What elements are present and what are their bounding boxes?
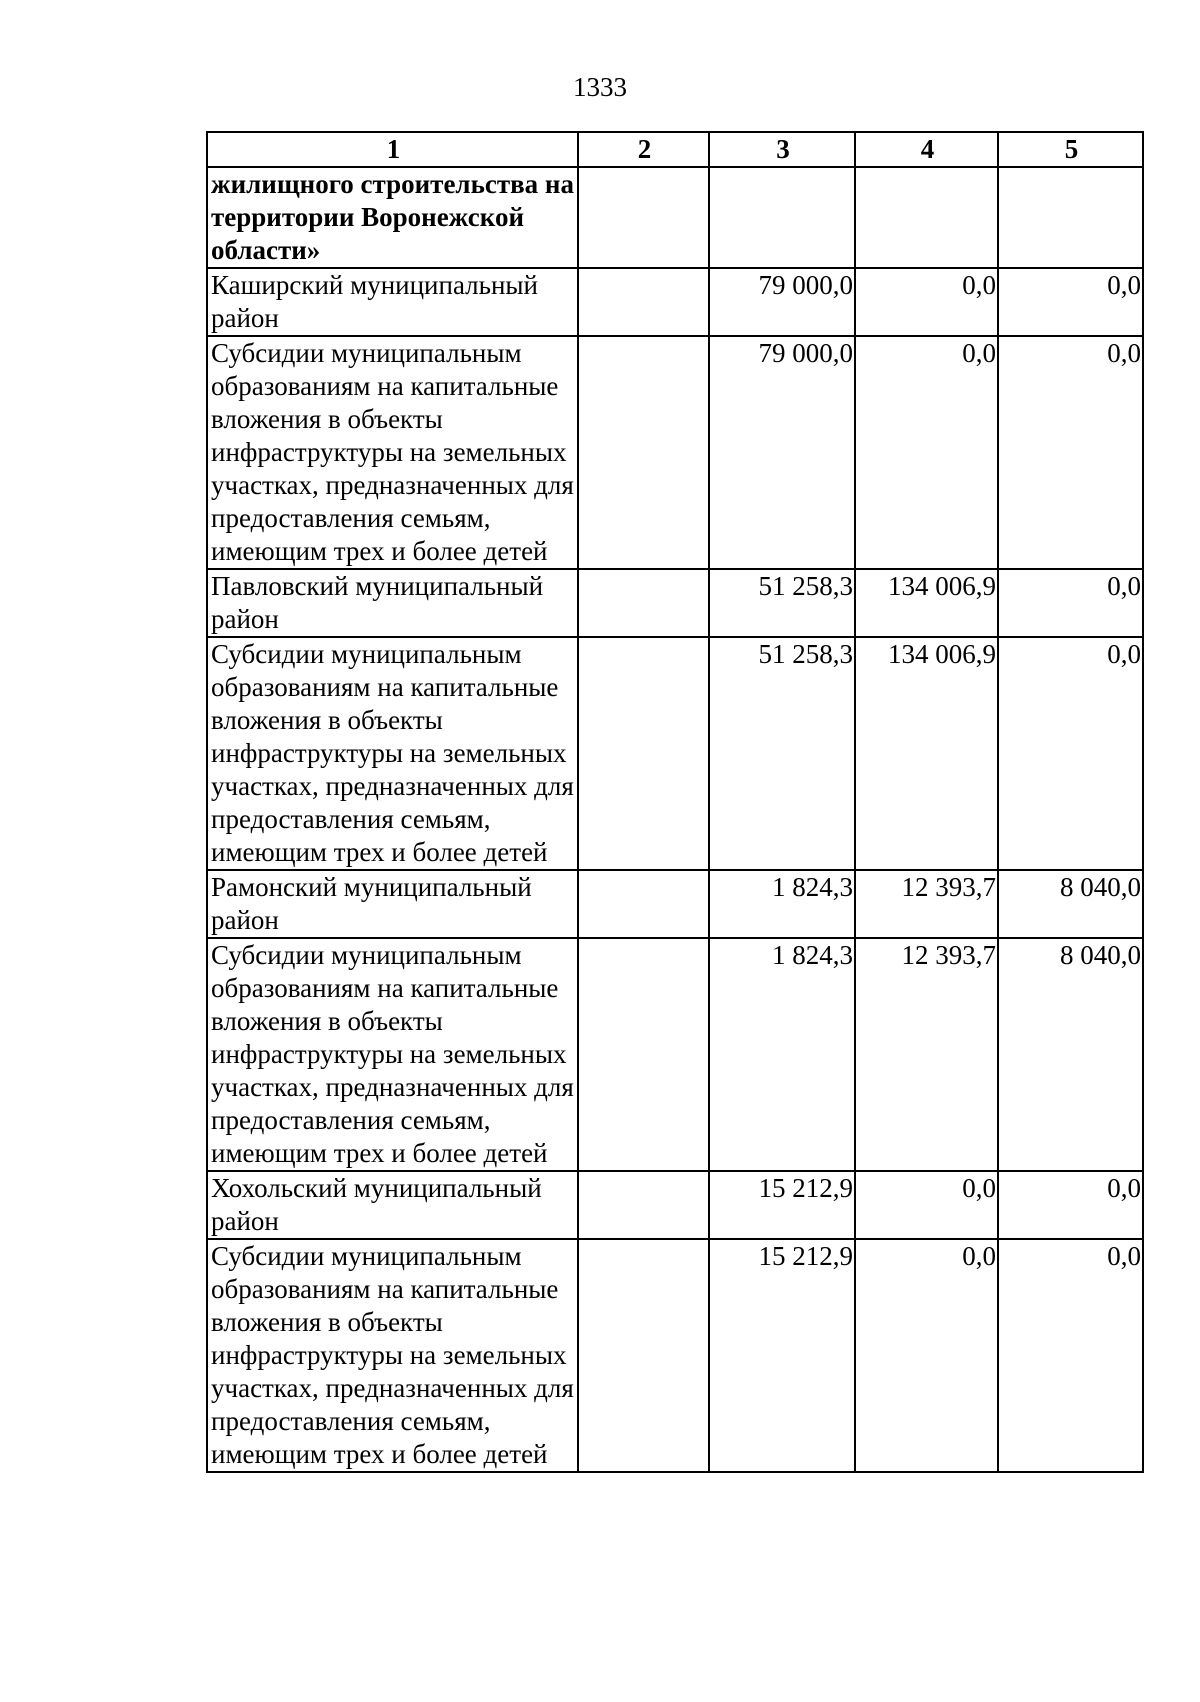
row-col-4 xyxy=(855,167,998,268)
table-row xyxy=(207,268,1143,336)
row-col-5: 0,0 xyxy=(998,336,1143,569)
row-name: жилищного строительства на территории Воронежской области» xyxy=(207,167,578,268)
row-name: Субсидии муниципальным образованиям на капитальные вложения в объекты инфраструктуры на земельных участках, предназначенных для предоставления семьям, имеющим трех и более детей xyxy=(207,1239,578,1472)
row-col-4: 134 006,9 xyxy=(855,569,998,637)
row-col-2 xyxy=(578,938,709,1171)
row-col-5: 0,0 xyxy=(998,268,1143,336)
table-header xyxy=(207,132,1143,167)
row-col-2 xyxy=(578,1171,709,1239)
row-col-4: 134 006,9 xyxy=(855,637,998,870)
header-row xyxy=(207,132,1143,167)
table-row xyxy=(207,637,1143,870)
table-row xyxy=(207,870,1143,938)
row-col-2 xyxy=(578,336,709,569)
table-row xyxy=(207,1239,1143,1472)
column-header-4: 4 xyxy=(855,132,998,167)
table-row xyxy=(207,1171,1143,1239)
column-header-3: 3 xyxy=(709,132,855,167)
row-col-4: 0,0 xyxy=(855,1171,998,1239)
row-col-3: 1 824,3 xyxy=(709,938,855,1171)
row-col-3: 79 000,0 xyxy=(709,268,855,336)
row-name: Субсидии муниципальным образованиям на капитальные вложения в объекты инфраструктуры на земельных участках, предназначенных для предоставления семьям, имеющим трех и более детей xyxy=(207,336,578,569)
row-col-3: 51 258,3 xyxy=(709,569,855,637)
row-col-5: 8 040,0 xyxy=(998,870,1143,938)
row-col-2 xyxy=(578,870,709,938)
row-col-4: 12 393,7 xyxy=(855,870,998,938)
column-header-1: 1 xyxy=(207,132,578,167)
row-name: Хохольский муниципальный район xyxy=(207,1171,578,1239)
row-name: Павловский муниципальный район xyxy=(207,569,578,637)
row-col-3: 15 212,9 xyxy=(709,1171,855,1239)
row-col-2 xyxy=(578,1239,709,1472)
row-col-3: 51 258,3 xyxy=(709,637,855,870)
row-name: Каширский муниципальный район xyxy=(207,268,578,336)
row-col-5 xyxy=(998,167,1143,268)
row-col-3: 1 824,3 xyxy=(709,870,855,938)
row-col-5: 0,0 xyxy=(998,569,1143,637)
row-col-4: 0,0 xyxy=(855,336,998,569)
row-col-4: 12 393,7 xyxy=(855,938,998,1171)
row-col-4: 0,0 xyxy=(855,1239,998,1472)
row-col-3 xyxy=(709,167,855,268)
page-number: 1333 xyxy=(573,72,627,102)
row-col-3: 15 212,9 xyxy=(709,1239,855,1472)
table-row xyxy=(207,167,1143,268)
row-name: Субсидии муниципальным образованиям на капитальные вложения в объекты инфраструктуры на земельных участках, предназначенных для предоставления семьям, имеющим трех и более детей xyxy=(207,637,578,870)
row-col-5: 0,0 xyxy=(998,637,1143,870)
row-col-2 xyxy=(578,569,709,637)
column-header-5: 5 xyxy=(998,132,1143,167)
budget-table xyxy=(206,131,1144,1473)
row-col-3: 79 000,0 xyxy=(709,336,855,569)
row-name: Рамонский муниципальный район xyxy=(207,870,578,938)
table-row xyxy=(207,569,1143,637)
row-col-5: 8 040,0 xyxy=(998,938,1143,1171)
row-col-2 xyxy=(578,167,709,268)
row-col-4: 0,0 xyxy=(855,268,998,336)
row-name: Субсидии муниципальным образованиям на капитальные вложения в объекты инфраструктуры на земельных участках, предназначенных для предоставления семьям, имеющим трех и более детей xyxy=(207,938,578,1171)
row-col-2 xyxy=(578,268,709,336)
table-row xyxy=(207,336,1143,569)
column-header-2: 2 xyxy=(578,132,709,167)
table-row xyxy=(207,938,1143,1171)
row-col-5: 0,0 xyxy=(998,1171,1143,1239)
row-col-5: 0,0 xyxy=(998,1239,1143,1472)
row-col-2 xyxy=(578,637,709,870)
table-body xyxy=(207,167,1143,1472)
